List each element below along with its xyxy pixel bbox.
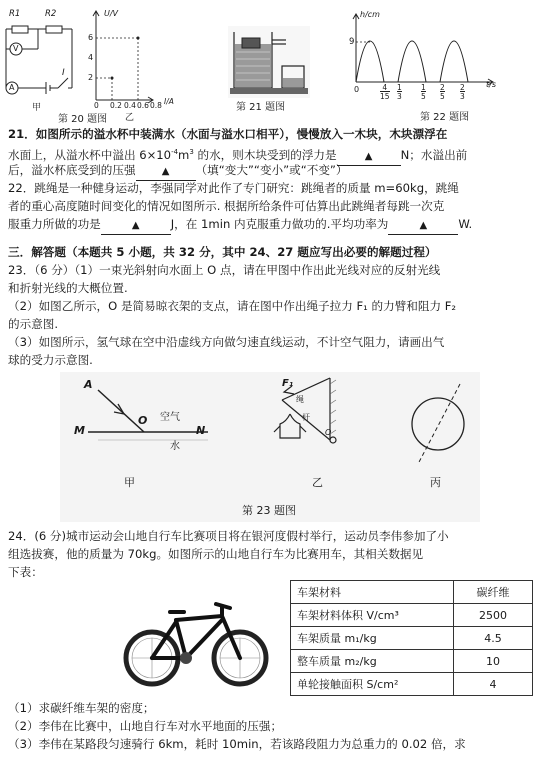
jia-label-a: A (84, 378, 93, 391)
table-cell: 2500 (454, 604, 533, 627)
q22-line2: 者的重心高度随时间变化的情况如图所示. 根据所给条件可估算出此跳绳者每跳一次克 (8, 199, 445, 213)
tick-t4: 2 5 (440, 83, 445, 101)
label-a: A (9, 83, 15, 92)
table-cell: 整车质量 m₂/kg (291, 650, 454, 673)
x-axis-ts: t/s (486, 80, 496, 89)
table-cell: 车架质量 m₁/kg (291, 627, 454, 650)
tick-x1: 0.2 (110, 101, 122, 110)
fig23-bing-diagram (400, 378, 480, 464)
q24-sub2: （2）李伟在比赛中，山地自行车对水平地面的压强； (8, 719, 283, 733)
y-axis-uv: U/V (104, 9, 119, 18)
bicycle-image (118, 598, 274, 690)
table-header-cell: 碳纤维 (454, 581, 533, 604)
q21-line1: 21．如图所示的溢水杯中装满水（水面与溢水口相平），慢慢放入一木块，木块漂浮在 (8, 127, 448, 141)
q24-line3: 下表： (8, 565, 43, 579)
table-row (291, 627, 533, 650)
q22-line3: 服重力所做的功是 ▲ J，在 1min 内克服重力做功的.平均功率为 ▲ W. (8, 216, 528, 235)
jia-label-n: N (196, 424, 206, 437)
table-row (291, 604, 533, 627)
yi-label: 乙 (312, 476, 323, 489)
fig23-yi-diagram (258, 374, 348, 474)
fig20-graph (86, 8, 156, 108)
y-axis-hcm: h/cm (360, 10, 380, 19)
fig22-graph (346, 12, 496, 92)
label-v: V (13, 44, 19, 53)
x-axis-ia: I/A (164, 97, 174, 106)
q24-line2: 组选拔赛，他的质量为 70kg。如图所示的山地自行车为比赛用车，其相关数据见 (8, 547, 424, 561)
q23-line6: 球的受力示意图. (8, 353, 93, 367)
fig22-caption: 第 22 题图 (420, 112, 470, 123)
fig21-overflow-cup (228, 26, 310, 98)
q24-line1: 24．(6 分)城市运动会山地自行车比赛项目将在银河度假村举行，运动员李伟参加了小 (8, 529, 449, 543)
q22-blank-1[interactable]: ▲ (101, 216, 171, 235)
table-row (291, 673, 533, 696)
jia-label-air: 空气 (160, 412, 180, 423)
q24-sub1: （1）求碳纤维车架的密度； (8, 701, 155, 715)
label-r1: R1 (9, 9, 21, 19)
table-cell: 单轮接触面积 S/cm² (291, 673, 454, 696)
q23-line5: （3）如图所示，氢气球在空中沿虚线方向做匀速直线运动，不计空气阻力，请画出气 (8, 335, 445, 349)
tick-x3: 0.6 (137, 101, 149, 110)
q21-blank-2[interactable]: ▲ (136, 162, 196, 181)
section3-heading: 三．解答题（本题共 5 小题，共 32 分，其中 24、27 题应写出必要的解题过程） (8, 245, 437, 259)
yi-label-pole: 杆 (302, 413, 310, 422)
tick-4: 4 (88, 53, 94, 62)
tick-t3: 1 5 (421, 83, 426, 101)
tick-x4: 0.8 (150, 101, 162, 110)
table-row (291, 650, 533, 673)
label-yi-20: 乙 (125, 113, 135, 123)
label-r2: R2 (45, 9, 57, 19)
jia-label-o: O (138, 414, 148, 427)
tick-t0: 0 (354, 85, 360, 94)
table-header-cell: 车架材料 (291, 581, 454, 604)
jia-label-m: M (74, 424, 85, 437)
jia-label-water: 水 (170, 441, 180, 452)
q23-line1: 23．（6 分）（1）一束光斜射向水面上 O 点，请在甲图中作出此光线对应的反射光线 (8, 263, 441, 277)
yi-label-rope: 绳 (296, 395, 304, 404)
yi-label-o: O (325, 428, 332, 437)
q23-line4: 的示意图. (8, 317, 59, 331)
fig21-caption: 第 21 题图 (236, 102, 286, 113)
q24-sub3: （3）李伟在某路段匀速骑行 6km，耗时 10min，若该路段阻力为总重力的 0.02 倍，求 (8, 737, 466, 751)
table-cell: 4 (454, 673, 533, 696)
tick-6: 6 (88, 33, 94, 42)
q21-line3: 后，溢水杯底受到的压强 ▲ （填“变大”“变小”或“不变”） (8, 162, 528, 181)
tick-9: 9 (349, 37, 355, 47)
tick-t2: 1 3 (397, 83, 402, 101)
table-cell: 4.5 (454, 627, 533, 650)
q23-line3: （2）如图乙所示，O 是简易晾衣架的支点，请在图中作出绳子拉力 F₁ 的力臂和阻力 F₂ (8, 299, 457, 313)
table-cell: 车架材料体积 V/cm³ (291, 604, 454, 627)
q22-blank-2[interactable]: ▲ (388, 216, 458, 235)
bing-label: 丙 (430, 476, 441, 489)
tick-t1: 4 15 (380, 83, 390, 101)
label-i: I (62, 68, 65, 78)
jia-label: 甲 (124, 476, 135, 489)
q21-blank-1[interactable]: ▲ (337, 147, 401, 166)
fig20-circuit (2, 8, 94, 108)
label-jia: 甲 (32, 103, 42, 113)
tick-x0: 0 (94, 101, 99, 110)
fig23-caption: 第 23 题图 (242, 504, 296, 517)
fig20-caption: 第 20 题图 (58, 114, 108, 125)
tick-2: 2 (88, 73, 94, 82)
yi-label-f1: F₁ (282, 378, 294, 389)
table-row (291, 581, 533, 604)
q22-line1: 22．跳绳是一种健身运动，李强同学对此作了专门研究：跳绳者的质量 m=60kg，跳绳 (8, 181, 459, 195)
table-cell: 10 (454, 650, 533, 673)
specs-table (290, 580, 533, 696)
tick-x2: 0.4 (124, 101, 136, 110)
q21-line2: 水面上，从溢水杯中溢出 $6\times 10^{-4}m^3$ 的水，则木块受到的浮力是 ▲ N；水溢出前 (8, 144, 528, 166)
q23-line2: 和折射光线的大概位置. (8, 281, 128, 295)
tick-t5: 2 3 (460, 83, 465, 101)
